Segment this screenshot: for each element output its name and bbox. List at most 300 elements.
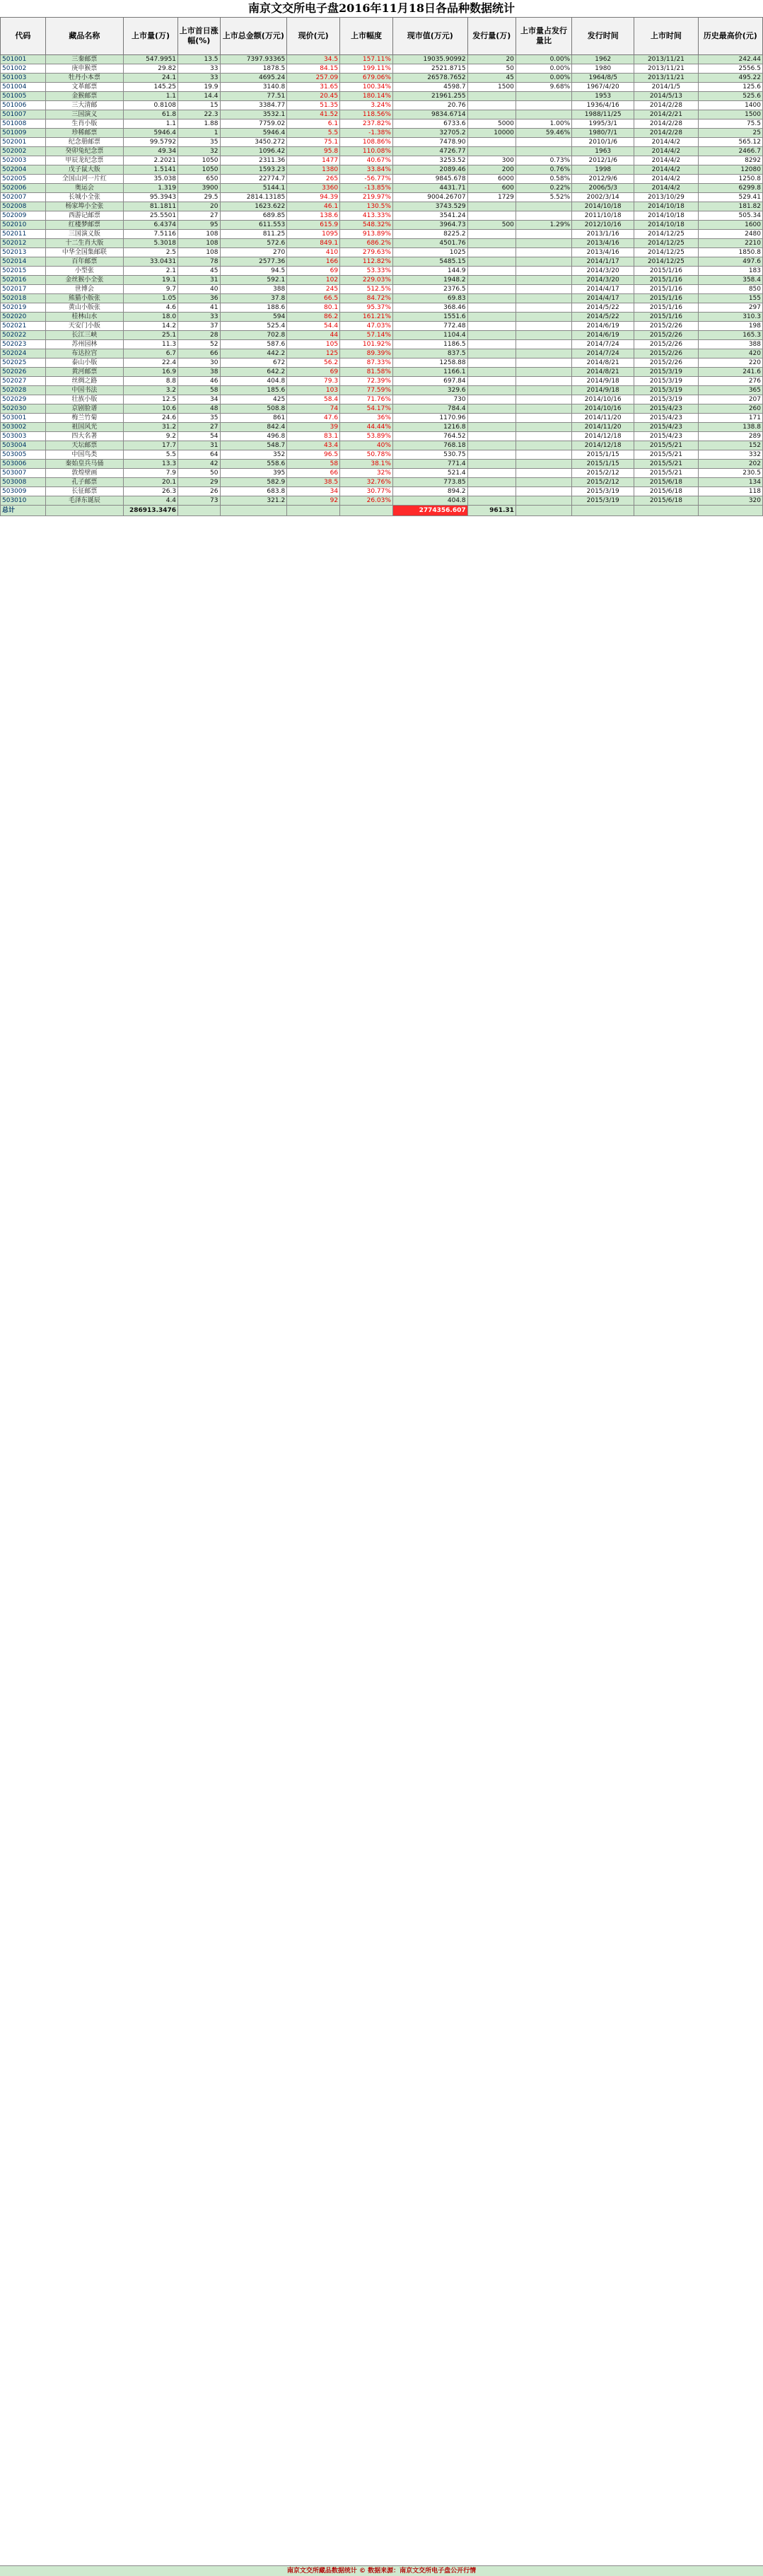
table-cell: 1995/3/1 [572, 120, 634, 129]
table-cell: 592.1 [220, 276, 287, 285]
table-cell: 59.46% [516, 129, 571, 138]
table-cell: 2015/2/26 [634, 322, 698, 331]
table-cell: 5000 [467, 120, 516, 129]
table-cell: 2014/12/25 [634, 257, 698, 267]
table-cell [516, 257, 571, 267]
table-cell: 75.1 [287, 138, 340, 147]
table-cell [516, 349, 571, 359]
table-cell: 36 [178, 294, 220, 303]
table-cell: 2014/6/19 [572, 322, 634, 331]
table-cell: 2014/2/28 [634, 120, 698, 129]
table-cell: 502025 [1, 359, 46, 368]
table-cell: 0.8108 [123, 101, 177, 110]
table-cell: 5.5 [287, 129, 340, 138]
table-cell: 101.92% [340, 340, 393, 349]
table-cell: 548.7 [220, 441, 287, 450]
table-cell: 7478.90 [392, 138, 467, 147]
table-row [1, 331, 763, 340]
table-cell: 9834.6714 [392, 110, 467, 120]
table-cell: 20 [178, 202, 220, 211]
table-cell: 1.05 [123, 294, 177, 303]
table-cell: 桂林山水 [45, 313, 123, 322]
table-cell [467, 478, 516, 487]
table-cell: 81.58% [340, 368, 393, 377]
table-cell: 241.6 [698, 368, 762, 377]
table-cell: 1964/8/5 [572, 74, 634, 83]
table-cell: 1.1 [123, 120, 177, 129]
table-cell: 642.2 [220, 368, 287, 377]
table-cell: 2015/5/21 [634, 469, 698, 478]
table-cell: 1.1 [123, 92, 177, 101]
table-cell: 7759.02 [220, 120, 287, 129]
table-cell: 95 [178, 221, 220, 230]
table-cell: 47.6 [287, 414, 340, 423]
table-cell: -56.77% [340, 175, 393, 184]
table-cell: 2014/4/17 [572, 285, 634, 294]
table-cell: 2014/10/16 [572, 404, 634, 414]
table-cell: 502013 [1, 248, 46, 257]
table-cell: 118.56% [340, 110, 393, 120]
table-cell: 敦煌壁画 [45, 469, 123, 478]
table-cell: 6.7 [123, 349, 177, 359]
table-cell: 702.8 [220, 331, 287, 340]
table-cell: 811.25 [220, 230, 287, 239]
table-row [1, 165, 763, 175]
table-cell: 425 [220, 395, 287, 404]
table-cell: 50 [467, 64, 516, 74]
table-row [1, 184, 763, 193]
table-cell: 502007 [1, 193, 46, 202]
table-row [1, 202, 763, 211]
table-cell: 30 [178, 359, 220, 368]
table-cell: 547.9951 [123, 55, 177, 64]
table-cell [467, 496, 516, 506]
table-cell: 4695.24 [220, 74, 287, 83]
column-header: 上市幅度 [340, 18, 393, 55]
table-cell: 365 [698, 386, 762, 395]
table-cell: 502003 [1, 156, 46, 165]
table-cell [516, 404, 571, 414]
table-cell: 3.24% [340, 101, 393, 110]
table-row [1, 478, 763, 487]
table-cell: 祖国风光 [45, 423, 123, 432]
table-cell: 69 [287, 267, 340, 276]
table-row [1, 110, 763, 120]
table-cell [467, 377, 516, 386]
table-cell: 长征邮票 [45, 487, 123, 496]
table-cell: 2015/4/23 [634, 432, 698, 441]
table-cell: 41.52 [287, 110, 340, 120]
table-cell [467, 110, 516, 120]
table-cell: 珍稀邮票 [45, 129, 123, 138]
table-cell: 501005 [1, 92, 46, 101]
table-cell: 501008 [1, 120, 46, 129]
table-cell: 530.75 [392, 450, 467, 460]
table-cell: 2015/3/19 [572, 487, 634, 496]
table-cell: 56.2 [287, 359, 340, 368]
table-cell: 2015/1/16 [634, 294, 698, 303]
table-cell: 2014/4/2 [634, 184, 698, 193]
table-cell: 501007 [1, 110, 46, 120]
table-cell: 2014/4/2 [634, 138, 698, 147]
table-cell: 188.6 [220, 303, 287, 313]
table-cell [516, 211, 571, 221]
table-cell: 24.1 [123, 74, 177, 83]
table-cell: 长江三峡 [45, 331, 123, 340]
table-cell: 501001 [1, 55, 46, 64]
table-cell [516, 368, 571, 377]
table-cell: 1.5141 [123, 165, 177, 175]
table-row [1, 147, 763, 156]
table-cell: 三大清邮 [45, 101, 123, 110]
table-cell: 5.5 [123, 450, 177, 460]
table-cell [467, 267, 516, 276]
table-cell: 2014/2/28 [634, 101, 698, 110]
table-cell: 4.6 [123, 303, 177, 313]
total-cell [220, 506, 287, 516]
table-cell: 784.4 [392, 404, 467, 414]
table-cell: 2014/5/13 [634, 92, 698, 101]
table-cell: 3964.73 [392, 221, 467, 230]
table-cell: 242.44 [698, 55, 762, 64]
table-cell: 297 [698, 303, 762, 313]
table-cell: 587.6 [220, 340, 287, 349]
table-cell: 文革邮票 [45, 83, 123, 92]
table-cell: 32% [340, 469, 393, 478]
table-cell: 2015/6/18 [634, 478, 698, 487]
table-cell: 2014/11/20 [572, 423, 634, 432]
table-cell [467, 294, 516, 303]
table-cell: 276 [698, 377, 762, 386]
table-cell: 2014/11/20 [572, 414, 634, 423]
table-cell: 861 [220, 414, 287, 423]
table-cell [467, 322, 516, 331]
table-cell: 501002 [1, 64, 46, 74]
table-cell: 2014/10/18 [572, 202, 634, 211]
table-cell: 358.4 [698, 276, 762, 285]
table-cell: 230.5 [698, 469, 762, 478]
table-cell: 9.7 [123, 285, 177, 294]
table-cell: 4431.71 [392, 184, 467, 193]
table-cell: 三国演义 [45, 110, 123, 120]
table-cell: 三国演义版 [45, 230, 123, 239]
table-cell: 51.35 [287, 101, 340, 110]
table-cell: 2376.5 [392, 285, 467, 294]
table-cell: 2015/2/26 [634, 331, 698, 340]
table-row [1, 74, 763, 83]
table-cell: 2013/1/16 [572, 230, 634, 239]
table-cell: 502005 [1, 175, 46, 184]
table-cell: 503003 [1, 432, 46, 441]
table-row [1, 92, 763, 101]
table-cell: 33 [178, 74, 220, 83]
table-cell: 1380 [287, 165, 340, 175]
table-cell: 毛泽东诞辰 [45, 496, 123, 506]
table-cell: -1.38% [340, 129, 393, 138]
table-cell: 558.6 [220, 460, 287, 469]
table-cell [467, 441, 516, 450]
table-cell: 40.67% [340, 156, 393, 165]
table-cell: 395 [220, 469, 287, 478]
table-cell [467, 368, 516, 377]
table-cell: 0.58% [516, 175, 571, 184]
table-cell: 773.85 [392, 478, 467, 487]
table-cell: 95.3943 [123, 193, 177, 202]
table-cell: 2015/5/21 [634, 450, 698, 460]
table-cell: 2015/3/19 [572, 496, 634, 506]
table-cell: 125.6 [698, 83, 762, 92]
table-cell: 0.76% [516, 165, 571, 175]
table-row [1, 64, 763, 74]
table-cell: 130.5% [340, 202, 393, 211]
table-cell: 45 [178, 267, 220, 276]
table-cell: 1050 [178, 156, 220, 165]
table-cell: 2015/5/21 [634, 460, 698, 469]
table-cell: 502001 [1, 138, 46, 147]
table-row [1, 432, 763, 441]
table-cell: 2015/1/16 [634, 267, 698, 276]
table-cell: 49.34 [123, 147, 177, 156]
table-cell: 87.33% [340, 359, 393, 368]
table-cell: 1953 [572, 92, 634, 101]
table-cell: 29.5 [178, 193, 220, 202]
table-row [1, 129, 763, 138]
table-cell [516, 147, 571, 156]
table-cell: 天安门小版 [45, 322, 123, 331]
table-cell: 582.9 [220, 478, 287, 487]
table-cell: 19.1 [123, 276, 177, 285]
total-cell [45, 506, 123, 516]
table-cell: 三秦邮票 [45, 55, 123, 64]
table-cell: 31.2 [123, 423, 177, 432]
table-cell: 502012 [1, 239, 46, 248]
table-cell: 502027 [1, 377, 46, 386]
table-cell: 甲辰龙纪念票 [45, 156, 123, 165]
table-cell: 144.9 [392, 267, 467, 276]
table-cell [516, 276, 571, 285]
table-cell [516, 386, 571, 395]
table-cell: 2311.36 [220, 156, 287, 165]
table-cell: 22774.7 [220, 175, 287, 184]
table-cell: 529.41 [698, 193, 762, 202]
table-cell: 1.88 [178, 120, 220, 129]
table-cell: 572.6 [220, 239, 287, 248]
total-cell: 总计 [1, 506, 46, 516]
table-cell: 368.46 [392, 303, 467, 313]
table-cell: 237.82% [340, 120, 393, 129]
table-cell: 686.2% [340, 239, 393, 248]
table-cell: 388 [698, 340, 762, 349]
table-cell: 50 [178, 469, 220, 478]
table-cell: 2014/2/28 [634, 129, 698, 138]
table-cell: 2014/10/18 [634, 211, 698, 221]
table-cell: 18.0 [123, 313, 177, 322]
table-cell: 20.1 [123, 478, 177, 487]
table-cell: 764.52 [392, 432, 467, 441]
table-cell: 61.8 [123, 110, 177, 120]
table-cell: 3450.272 [220, 138, 287, 147]
table-cell: 321.2 [220, 496, 287, 506]
table-row [1, 414, 763, 423]
table-cell: 38.1% [340, 460, 393, 469]
table-cell: 3384.77 [220, 101, 287, 110]
table-cell: 501009 [1, 129, 46, 138]
table-cell [516, 322, 571, 331]
table-cell: 2014/4/17 [572, 294, 634, 303]
table-row [1, 460, 763, 469]
table-cell: 730 [392, 395, 467, 404]
table-cell: 1.29% [516, 221, 571, 230]
table-cell: 1166.1 [392, 368, 467, 377]
table-cell: 梅兰竹菊 [45, 414, 123, 423]
table-cell: 33.0431 [123, 257, 177, 267]
table-cell: 10000 [467, 129, 516, 138]
table-cell: 502022 [1, 331, 46, 340]
total-cell [516, 506, 571, 516]
table-cell [516, 496, 571, 506]
table-cell: 2012/9/6 [572, 175, 634, 184]
table-cell: 1551.6 [392, 313, 467, 322]
table-cell: 2.1 [123, 267, 177, 276]
table-cell: 74 [287, 404, 340, 414]
table-cell: 9.2 [123, 432, 177, 441]
table-row [1, 294, 763, 303]
table-cell: 683.8 [220, 487, 287, 496]
table-cell: 75.5 [698, 120, 762, 129]
table-cell: 894.2 [392, 487, 467, 496]
table-cell [467, 303, 516, 313]
table-cell: 7397.93365 [220, 55, 287, 64]
table-cell: 2014/10/18 [634, 221, 698, 230]
table-cell [516, 303, 571, 313]
table-cell: 13.3 [123, 460, 177, 469]
table-cell: 89.39% [340, 349, 393, 359]
table-cell: 黄河邮票 [45, 368, 123, 377]
table-cell: 27 [178, 423, 220, 432]
table-cell: 157.11% [340, 55, 393, 64]
table-cell: 31.65 [287, 83, 340, 92]
table-cell: 1500 [467, 83, 516, 92]
table-cell: 2.2021 [123, 156, 177, 165]
table-cell: 金猴邮票 [45, 92, 123, 101]
table-cell: 50.78% [340, 450, 393, 460]
table-cell: 2014/12/25 [634, 230, 698, 239]
column-header: 现价(元) [287, 18, 340, 55]
table-cell [516, 478, 571, 487]
table-cell: 33 [178, 64, 220, 74]
table-cell [467, 202, 516, 211]
table-cell [516, 340, 571, 349]
table-cell: 310.3 [698, 313, 762, 322]
table-row [1, 441, 763, 450]
table-cell: 2014/4/2 [634, 165, 698, 175]
table-cell: 1963 [572, 147, 634, 156]
total-row [1, 506, 763, 516]
table-row [1, 175, 763, 184]
table-cell: 2015/1/15 [572, 460, 634, 469]
table-cell: 40 [178, 285, 220, 294]
table-cell: 15 [178, 101, 220, 110]
table-cell: 66.5 [287, 294, 340, 303]
table-cell: 1186.5 [392, 340, 467, 349]
table-cell: 1623.622 [220, 202, 287, 211]
table-cell: 1250.8 [698, 175, 762, 184]
column-header: 发行量(万) [467, 18, 516, 55]
table-cell: 502023 [1, 340, 46, 349]
table-cell: 46.1 [287, 202, 340, 211]
table-cell: 69 [287, 368, 340, 377]
table-cell: 388 [220, 285, 287, 294]
table-cell: 1400 [698, 101, 762, 110]
table-cell: 2014/12/18 [572, 441, 634, 450]
table-cell: 502021 [1, 322, 46, 331]
table-row [1, 285, 763, 294]
total-cell [572, 506, 634, 516]
table-cell: 20.45 [287, 92, 340, 101]
table-cell: 279.63% [340, 248, 393, 257]
table-cell: 1216.8 [392, 423, 467, 432]
table-cell: 257.09 [287, 74, 340, 83]
table-cell: 38 [178, 368, 220, 377]
table-cell: 83.1 [287, 432, 340, 441]
table-cell: 521.4 [392, 469, 467, 478]
table-cell: 66 [178, 349, 220, 359]
table-cell: 21961.255 [392, 92, 467, 101]
table-cell [467, 414, 516, 423]
table-cell: 2480 [698, 230, 762, 239]
table-cell: 中华全国集邮联 [45, 248, 123, 257]
table-cell: 2014/6/19 [572, 331, 634, 340]
table-cell: 世博会 [45, 285, 123, 294]
table-cell: 525.4 [220, 322, 287, 331]
table-cell: 2015/2/26 [634, 359, 698, 368]
table-row [1, 276, 763, 285]
table-cell: 73 [178, 496, 220, 506]
table-row [1, 450, 763, 460]
table-cell: 219.97% [340, 193, 393, 202]
table-cell: 77.51 [220, 92, 287, 101]
table-cell: 270 [220, 248, 287, 257]
table-cell: 501003 [1, 74, 46, 83]
table-cell: 33 [178, 313, 220, 322]
table-cell: 28 [178, 331, 220, 340]
table-cell: 19.9 [178, 83, 220, 92]
table-row [1, 101, 763, 110]
table-cell: 100.34% [340, 83, 393, 92]
table-cell: 134 [698, 478, 762, 487]
table-cell: 679.06% [340, 74, 393, 83]
table-row [1, 303, 763, 313]
table-cell: 2006/5/3 [572, 184, 634, 193]
table-cell: 9845.678 [392, 175, 467, 184]
table-cell: 百年邮票 [45, 257, 123, 267]
table-cell: 45 [467, 74, 516, 83]
table-cell: 2014/7/24 [572, 349, 634, 359]
table-cell: 152 [698, 441, 762, 450]
table-cell [467, 248, 516, 257]
table-cell: 502026 [1, 368, 46, 377]
table-cell: 2015/6/18 [634, 496, 698, 506]
table-cell [467, 257, 516, 267]
table-cell: 8292 [698, 156, 762, 165]
table-cell: 癸卯兔纪念票 [45, 147, 123, 156]
table-cell: 6299.8 [698, 184, 762, 193]
table-cell: 69.83 [392, 294, 467, 303]
table-cell [516, 395, 571, 404]
table-cell: 94.5 [220, 267, 287, 276]
table-cell: 503010 [1, 496, 46, 506]
stats-table [0, 17, 763, 516]
